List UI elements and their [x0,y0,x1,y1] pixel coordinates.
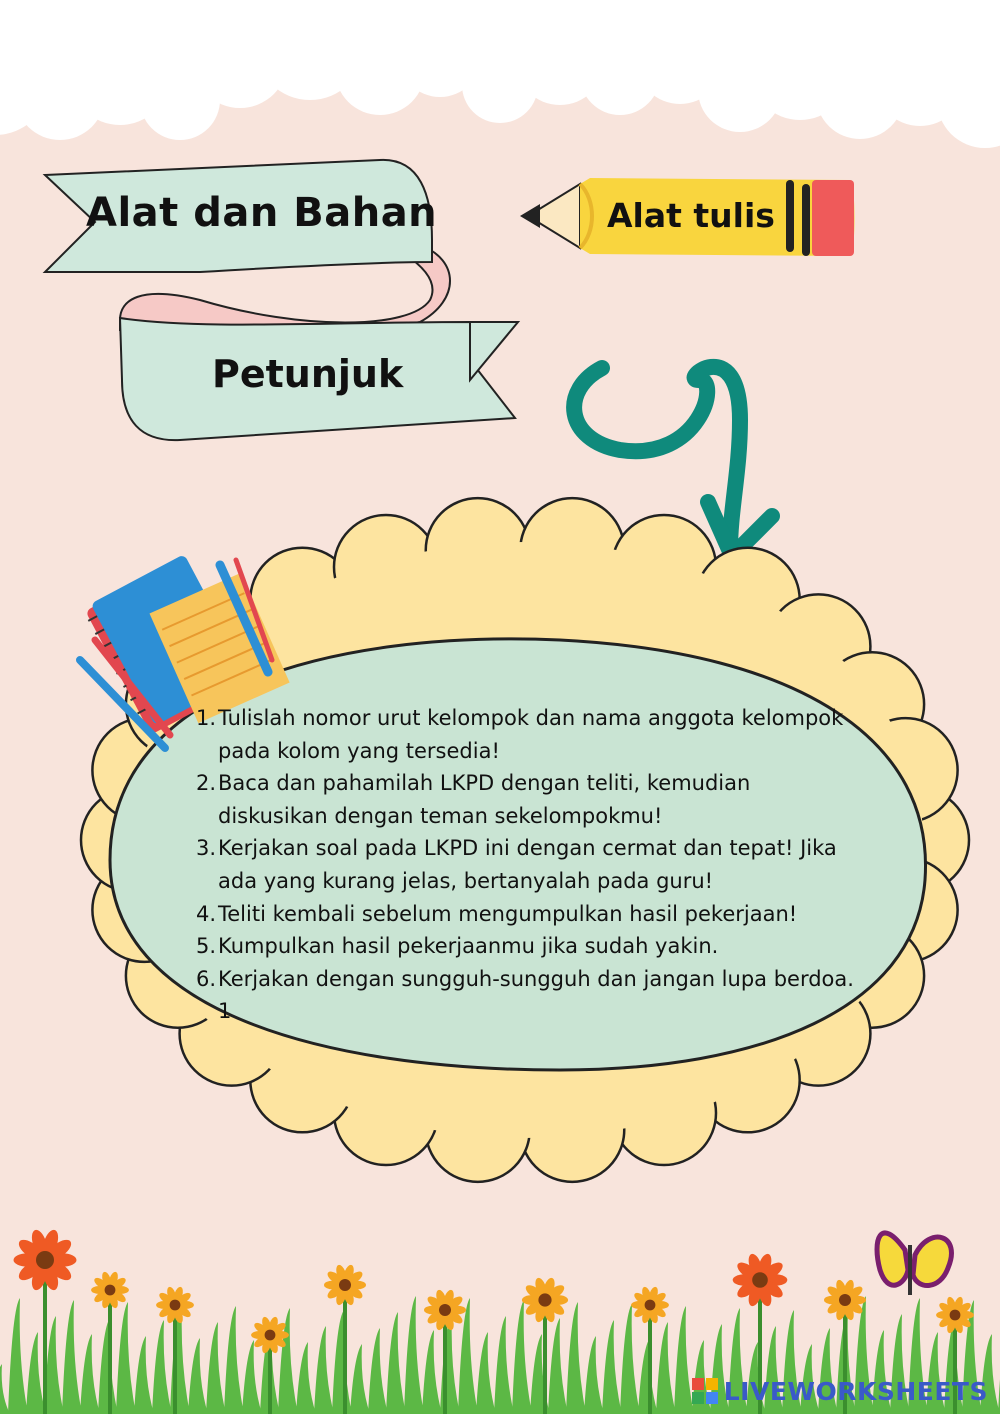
materials-heading: Alat dan Bahan [86,190,438,236]
list-item: 2. Baca dan pahamilah LKPD dengan teliti, kemudian diskusikan dengan teman sekelompokmu! [196,771,751,828]
liveworksheets-logo-icon [692,1378,718,1404]
materials-item: Alat tulis [607,196,775,235]
list-item: 1. Tulislah nomor urut kelompok dan nama anggota kelompok pada kolom yang tersedia! [196,706,844,763]
butterfly-icon [877,1233,951,1295]
instructions-heading: Petunjuk [212,352,404,396]
list-item: 3. Kerjakan soal pada LKPD ini dengan cermat dan tepat! Jika ada yang kurang jelas, bertanyalah pada guru! [196,836,837,893]
list-item: 4. Teliti kembali sebelum mengumpulkan hasil pekerjaan! [196,901,798,926]
instruction-list [184,702,864,1028]
list-item: 6. Kerjakan dengan sungguh-sungguh dan jangan lupa berdoa. 1 [196,966,854,1024]
watermark: LIVEWORKSHEETS [723,1377,988,1406]
list-item: 5. Kumpulkan hasil pekerjaanmu jika sudah yakin. [196,934,719,959]
